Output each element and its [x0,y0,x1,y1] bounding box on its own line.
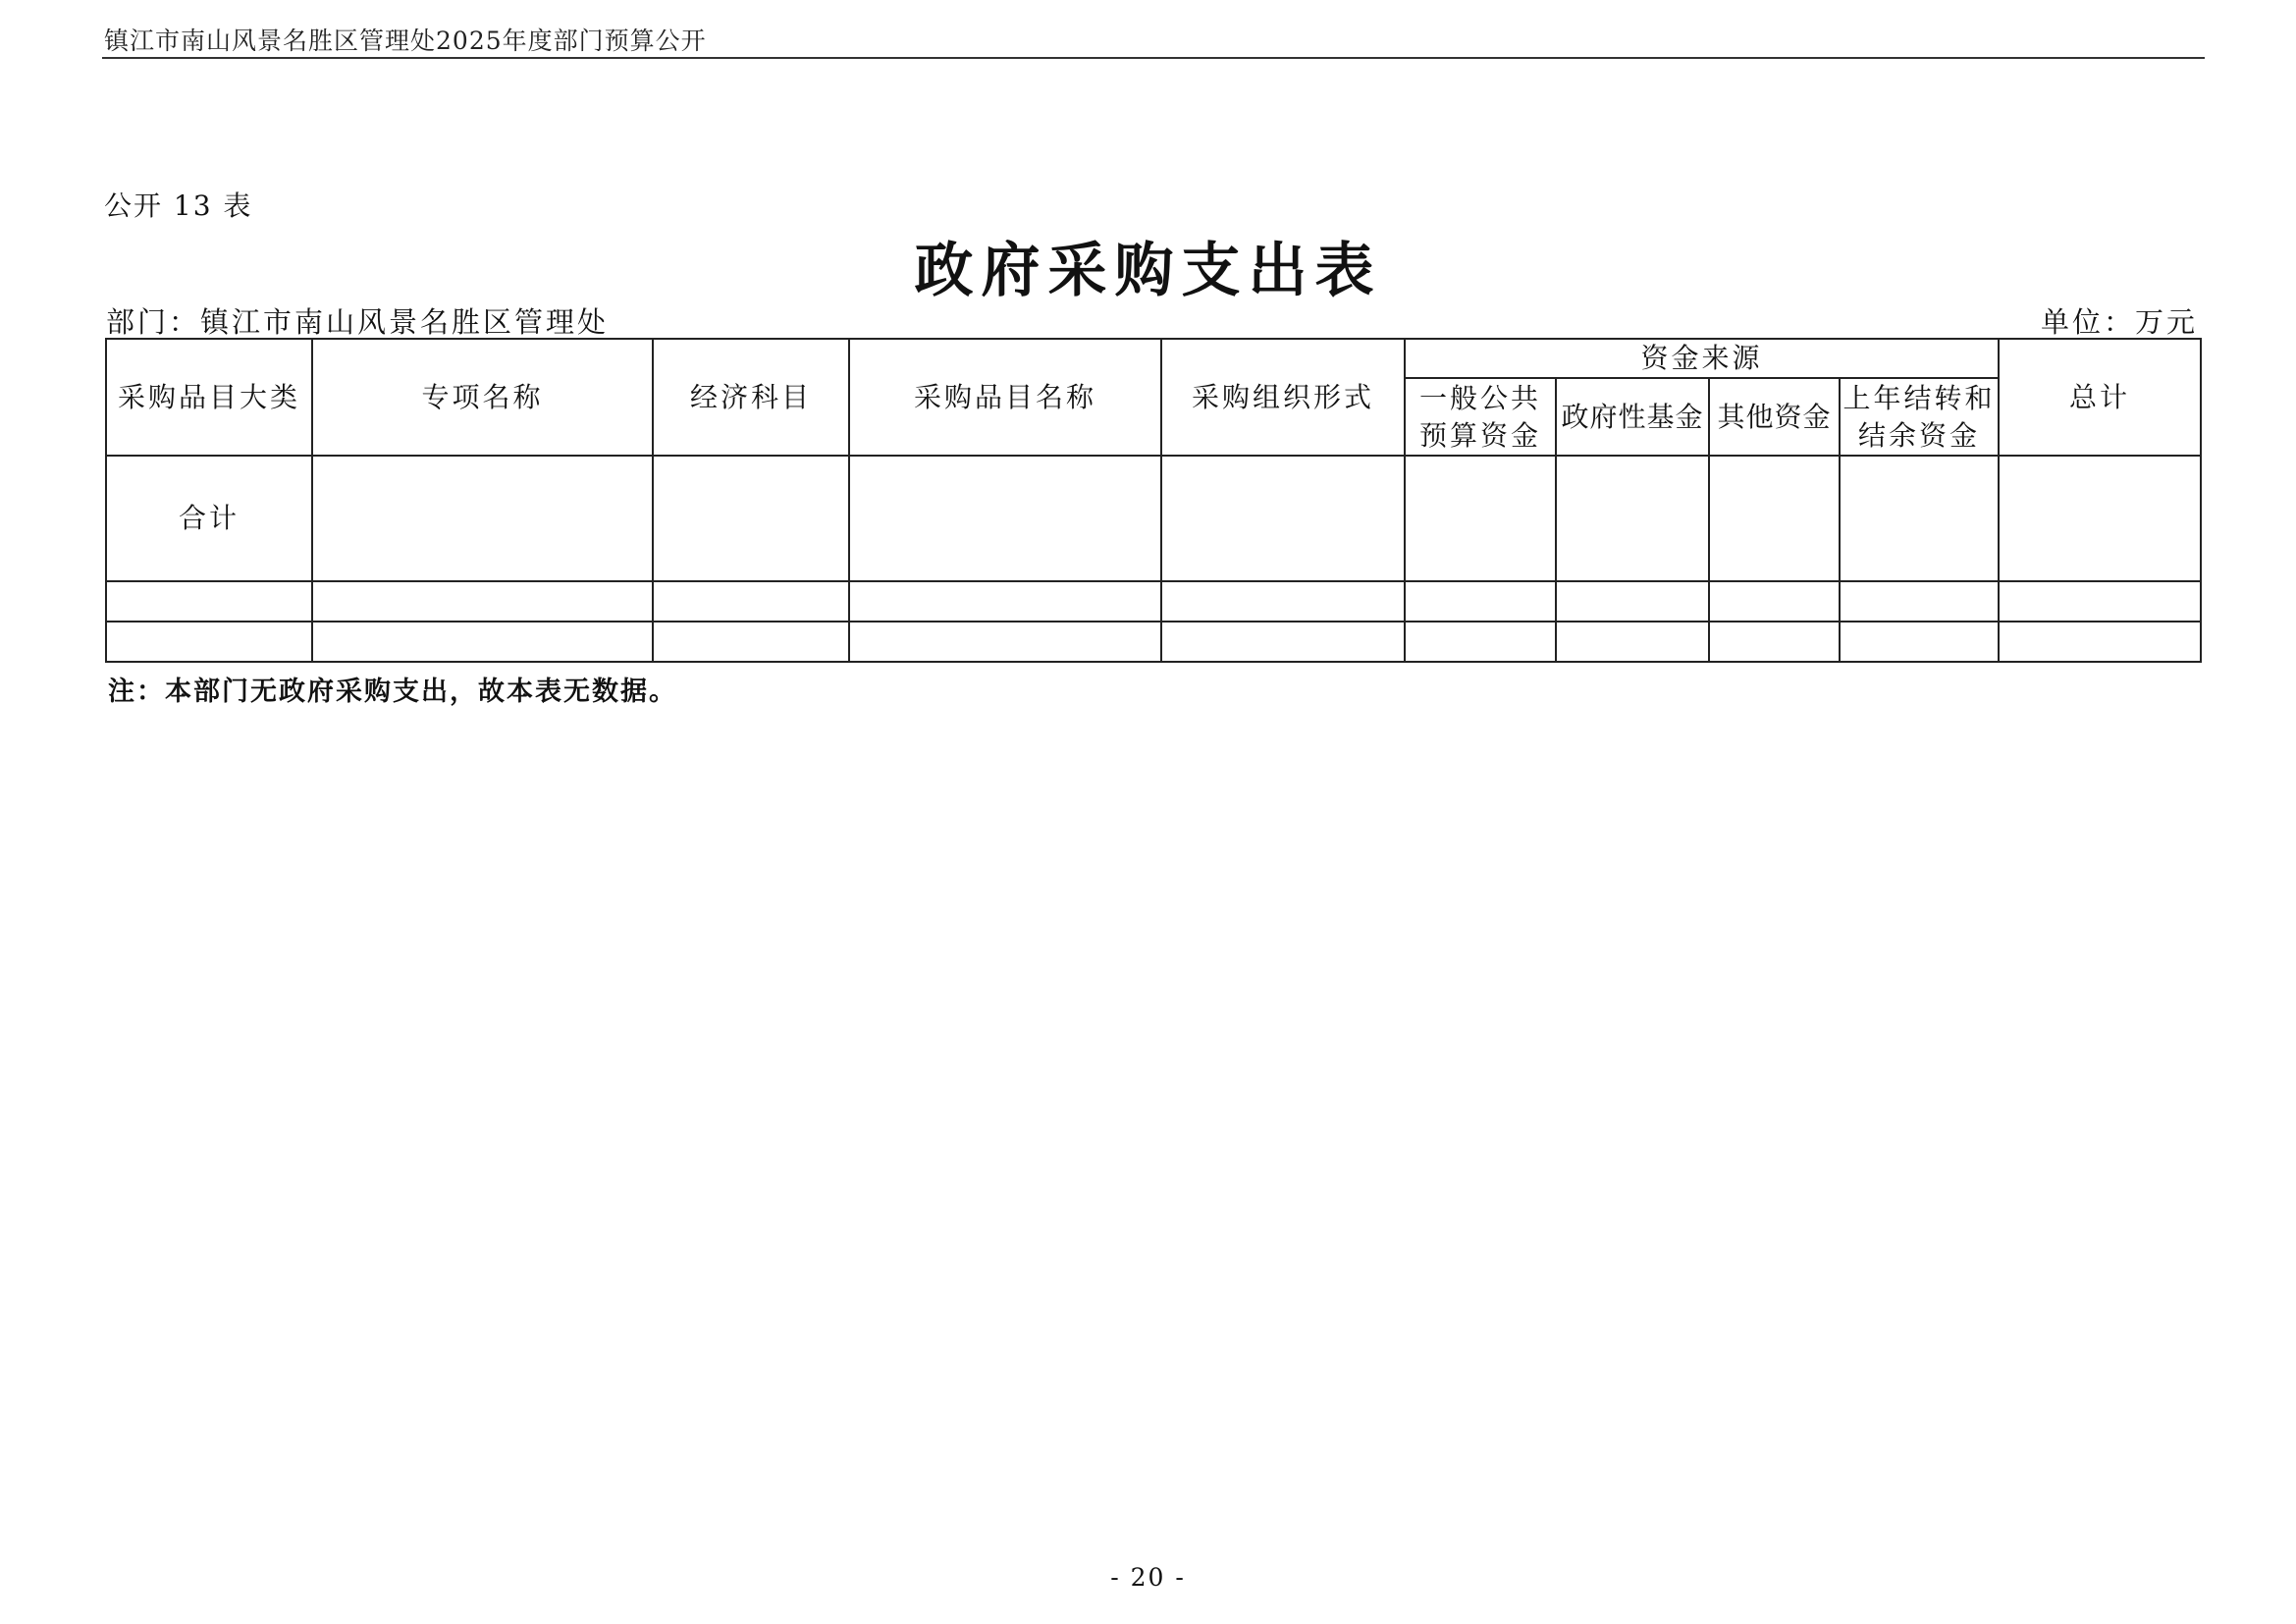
header-total: 总计 [1999,339,2201,456]
cell-carryover [1840,622,1999,662]
cell-other-funds [1709,622,1840,662]
cell-project [312,581,653,622]
header-general-budget: 一般公共预算资金 [1405,378,1556,456]
department-label: 部门：镇江市南山风景名胜区管理处 [106,305,610,339]
header-divider [102,57,2205,59]
unit-label: 单位：万元 [2040,305,2198,339]
cell-item-name [849,456,1161,581]
cell-category [106,581,312,622]
cell-item-name [849,622,1161,662]
header-category: 采购品目大类 [106,339,312,456]
header-project: 专项名称 [312,339,653,456]
cell-item-name [849,581,1161,622]
cell-other-funds [1709,581,1840,622]
cell-total [1999,456,2201,581]
cell-carryover [1840,581,1999,622]
running-header: 镇江市南山风景名胜区管理处2025年度部门预算公开 [104,27,707,55]
cell-gov-fund [1556,622,1709,662]
cell-general-budget [1405,456,1556,581]
cell-econ-subject [653,581,849,622]
cell-econ-subject [653,622,849,662]
cell-econ-subject [653,456,849,581]
header-org-form: 采购组织形式 [1161,339,1405,456]
cell-gov-fund [1556,581,1709,622]
cell-gov-fund [1556,456,1709,581]
cell-project [312,456,653,581]
header-econ-subject: 经济科目 [653,339,849,456]
table-row [106,622,2201,662]
cell-category: 合计 [106,456,312,581]
page-title: 政府采购支出表 [914,237,1382,305]
cell-category [106,622,312,662]
cell-total [1999,622,2201,662]
page-number: - 20 - [1110,1563,1186,1592]
cell-org-form [1161,456,1405,581]
cell-other-funds [1709,456,1840,581]
cell-org-form [1161,622,1405,662]
cell-carryover [1840,456,1999,581]
cell-project [312,622,653,662]
header-carryover: 上年结转和结余资金 [1840,378,1999,456]
cell-general-budget [1405,622,1556,662]
table-row [106,581,2201,622]
header-other-funds: 其他资金 [1709,378,1840,456]
table-note: 注：本部门无政府采购支出，故本表无数据。 [108,677,677,707]
cell-general-budget [1405,581,1556,622]
table-number: 公开 13 表 [104,189,253,222]
table-row [106,456,2201,581]
header-item-name: 采购品目名称 [849,339,1161,456]
cell-total [1999,581,2201,622]
cell-org-form [1161,581,1405,622]
procurement-table [105,338,2202,663]
header-funding-source: 资金来源 [1405,339,1999,378]
header-gov-fund: 政府性基金 [1556,378,1709,456]
